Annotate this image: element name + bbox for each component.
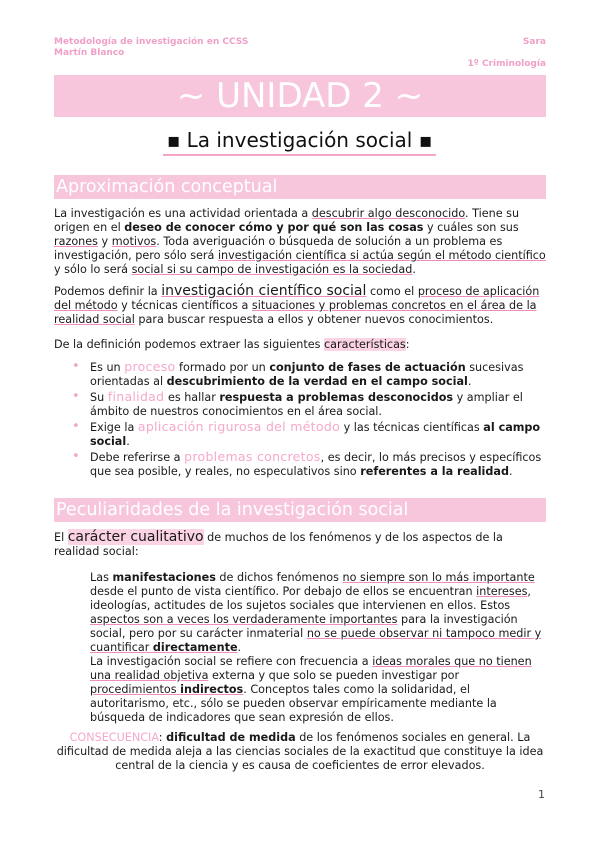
group-label: 1º Criminología (467, 59, 546, 69)
subtitle-text: ▪ La investigación social ▪ (163, 128, 437, 156)
page-subtitle (0, 128, 599, 152)
list-item: • Es un proceso formado por un conjunto de fases de actuación sucesivas orientadas al descubrimiento de la verdad en el campo social. (72, 360, 542, 389)
paragraph-manifestaciones: Las manifestaciones de dichos fenómenos no siempre son lo más importante desde el punto de vista científico. Por debajo de ellos se encuentran intereses, ideologías, actitudes de los sujetos sociales que intervienen en ellos. Estos aspectos son a veces los verdaderamente importantes para la investigación social, pero por su carácter inmaterial no se puede observar ni tampoco medir y cuantificar directamente. (90, 571, 542, 654)
paragraph-ideas-morales: La investigación social se refiere con frecuencia a ideas morales que no tienen una realidad objetiva externa y que solo se pueden investigar por procedimientos indirectos. Conceptos tales como la solidaridad, el autoritarismo, etc., sólo se pueden observar empíricamente mediante la búsqueda de indicadores que sean expresión de ellos. (90, 655, 532, 724)
paragraph-caracteristicas: De la definición podemos extraer las siguientes características: (54, 338, 410, 351)
unit-title: ~ UNIDAD 2 ~ (54, 75, 546, 117)
paragraph-definition: La investigación es una actividad orientada a descubrir algo desconocido. Tiene su origen en el deseo de conocer cómo y por qué son las cosas y cuáles son sus razones y motivos. Toda averiguación o búsqueda de solución a un problema es investigación, pero sólo será investigación científica si actúa según el método científico y sólo lo será social si su campo de investigación es la sociedad. (54, 207, 546, 276)
paragraph-consecuencia: CONSECUENCIA: dificultad de medida de los fenómenos sociales en general. La dificultad de medida aleja a las ciencias sociales de la exactitud que constituye la idea central de la ciencia y es causa de coeficientes de error elevados. (56, 731, 544, 772)
course-header (54, 37, 248, 59)
paragraph-investigacion-cientifico-social: Podemos definir la investigación científico social como el proceso de aplicación del método y técnicas científicos a situaciones y problemas concretos en el área de la realidad social para buscar respuesta a ellos y obtener nuevos conocimientos. (54, 283, 540, 326)
course-title: Metodología de investigación en CCSS (54, 37, 249, 47)
author-header (467, 37, 546, 70)
page-number: 1 (538, 788, 545, 801)
author-name: Sara (522, 37, 546, 47)
characteristics-list (72, 360, 542, 480)
teacher-name: Martín Blanco (54, 48, 125, 58)
section-heading-peculiaridades: Peculiaridades de la investigación social (54, 498, 546, 522)
list-item: • Su finalidad es hallar respuesta a problemas desconocidos y ampliar el ámbito de nuestros conocimientos en el área social. (72, 390, 542, 419)
paragraph-caracter-cualitativo: El carácter cualitativo de muchos de los fenómenos y de los aspectos de la realidad social: (54, 529, 503, 558)
list-item: • Exige la aplicación rigurosa del método y las técnicas científicas al campo social. (72, 420, 542, 449)
list-item: • Debe referirse a problemas concretos, es decir, lo más precisos y específicos que sea posible, y reales, no especulativos sino referentes a la realidad. (72, 450, 542, 479)
section-heading-aproximacion: Aproximación conceptual (54, 175, 546, 199)
